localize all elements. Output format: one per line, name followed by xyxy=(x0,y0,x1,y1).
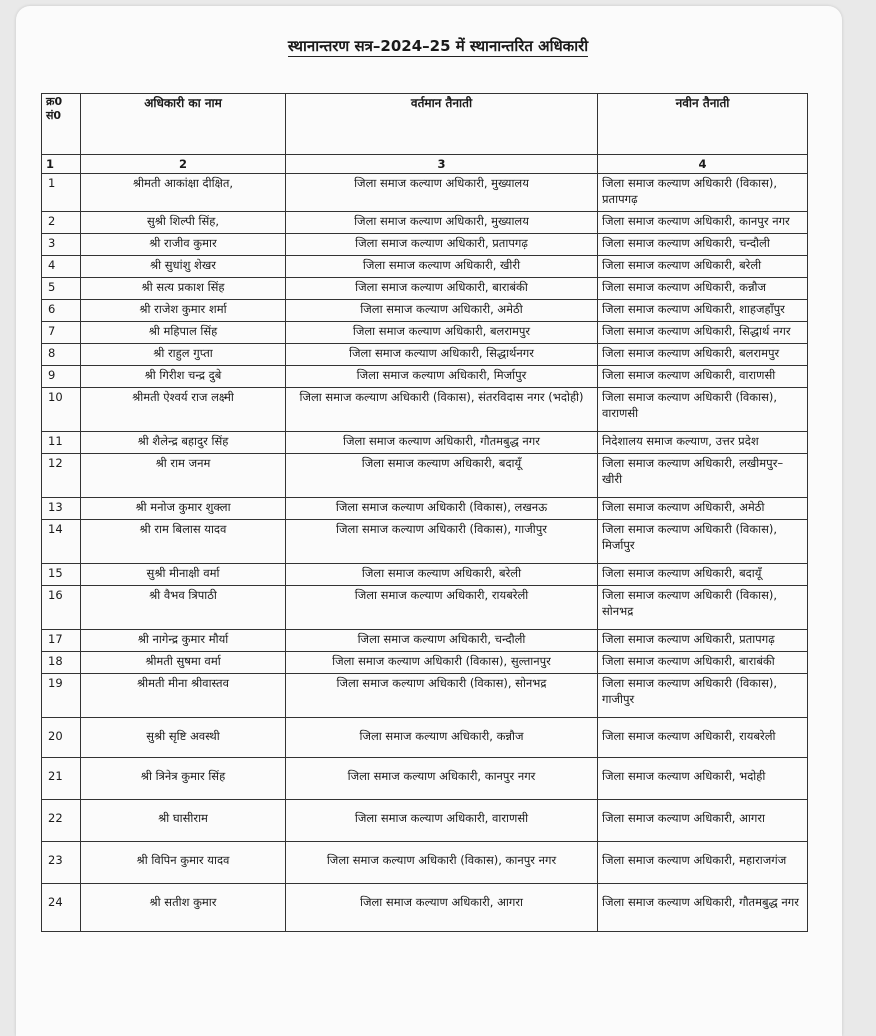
new-posting: जिला समाज कल्याण अधिकारी, भदोही xyxy=(598,758,808,800)
current-posting: जिला समाज कल्याण अधिकारी, मुख्यालय xyxy=(286,174,598,212)
row-sno: 8 xyxy=(42,344,81,366)
new-posting: जिला समाज कल्याण अधिकारी, कन्नौज xyxy=(598,278,808,300)
table-row xyxy=(42,586,808,630)
table-row xyxy=(42,432,808,454)
new-posting: जिला समाज कल्याण अधिकारी, चन्दौली xyxy=(598,234,808,256)
row-sno: 16 xyxy=(42,586,81,630)
row-sno: 1 xyxy=(42,174,81,212)
officer-name: सुश्री मीनाक्षी वर्मा xyxy=(81,564,286,586)
table-row xyxy=(42,884,808,932)
current-posting: जिला समाज कल्याण अधिकारी, बदायूँ xyxy=(286,454,598,498)
officer-name: श्री विपिन कुमार यादव xyxy=(81,842,286,884)
row-sno: 17 xyxy=(42,630,81,652)
row-sno: 11 xyxy=(42,432,81,454)
current-posting: जिला समाज कल्याण अधिकारी, कन्नौज xyxy=(286,718,598,758)
current-posting: जिला समाज कल्याण अधिकारी (विकास), संतरविदास नगर (भदोही) xyxy=(286,388,598,432)
officer-name: श्री राहुल गुप्ता xyxy=(81,344,286,366)
column-number: 3 xyxy=(286,155,598,174)
new-posting: जिला समाज कल्याण अधिकारी, प्रतापगढ़ xyxy=(598,630,808,652)
new-posting: जिला समाज कल्याण अधिकारी, अमेठी xyxy=(598,498,808,520)
header-new-posting: नवीन तैनाती xyxy=(598,94,808,155)
row-sno: 22 xyxy=(42,800,81,842)
row-sno: 23 xyxy=(42,842,81,884)
new-posting: जिला समाज कल्याण अधिकारी, सिद्धार्थ नगर xyxy=(598,322,808,344)
current-posting: जिला समाज कल्याण अधिकारी, प्रतापगढ़ xyxy=(286,234,598,256)
new-posting: जिला समाज कल्याण अधिकारी, गौतमबुद्ध नगर xyxy=(598,884,808,932)
table-row xyxy=(42,300,808,322)
row-sno: 9 xyxy=(42,366,81,388)
header-sno: क्र0 सं0 xyxy=(42,94,81,155)
new-posting: जिला समाज कल्याण अधिकारी (विकास), सोनभद्र xyxy=(598,586,808,630)
officer-name: सुश्री सृष्टि अवस्थी xyxy=(81,718,286,758)
row-sno: 24 xyxy=(42,884,81,932)
new-posting: जिला समाज कल्याण अधिकारी, आगरा xyxy=(598,800,808,842)
new-posting: जिला समाज कल्याण अधिकारी, शाहजहाँपुर xyxy=(598,300,808,322)
current-posting: जिला समाज कल्याण अधिकारी, चन्दौली xyxy=(286,630,598,652)
new-posting: जिला समाज कल्याण अधिकारी (विकास), गाजीपुर xyxy=(598,674,808,718)
new-posting: जिला समाज कल्याण अधिकारी, बदायूँ xyxy=(598,564,808,586)
officer-name: श्री राजेश कुमार शर्मा xyxy=(81,300,286,322)
new-posting: जिला समाज कल्याण अधिकारी (विकास), वाराणसी xyxy=(598,388,808,432)
new-posting: जिला समाज कल्याण अधिकारी, महाराजगंज xyxy=(598,842,808,884)
row-sno: 19 xyxy=(42,674,81,718)
current-posting: जिला समाज कल्याण अधिकारी, गौतमबुद्ध नगर xyxy=(286,432,598,454)
row-sno: 3 xyxy=(42,234,81,256)
officer-name: श्री नागेन्द्र कुमार मौर्या xyxy=(81,630,286,652)
table-row xyxy=(42,520,808,564)
table-row xyxy=(42,174,808,212)
table-row xyxy=(42,366,808,388)
current-posting: जिला समाज कल्याण अधिकारी, मिर्जापुर xyxy=(286,366,598,388)
officer-name: श्रीमती ऐश्वर्य राज लक्ष्मी xyxy=(81,388,286,432)
new-posting: जिला समाज कल्याण अधिकारी, बरेली xyxy=(598,256,808,278)
header-current-posting: वर्तमान तैनाती xyxy=(286,94,598,155)
column-number: 1 xyxy=(42,155,81,174)
row-sno: 2 xyxy=(42,212,81,234)
current-posting: जिला समाज कल्याण अधिकारी, सिद्धार्थनगर xyxy=(286,344,598,366)
row-sno: 14 xyxy=(42,520,81,564)
row-sno: 18 xyxy=(42,652,81,674)
officer-name: श्री राजीव कुमार xyxy=(81,234,286,256)
table-row xyxy=(42,800,808,842)
row-sno: 13 xyxy=(42,498,81,520)
officer-name: श्री त्रिनेत्र कुमार सिंह xyxy=(81,758,286,800)
officer-name: श्री राम जनम xyxy=(81,454,286,498)
officer-name: श्री मनोज कुमार शुक्ला xyxy=(81,498,286,520)
current-posting: जिला समाज कल्याण अधिकारी, बाराबंकी xyxy=(286,278,598,300)
transfer-table xyxy=(41,93,808,932)
row-sno: 7 xyxy=(42,322,81,344)
officer-name: श्री वैभव त्रिपाठी xyxy=(81,586,286,630)
officer-name: श्री घासीराम xyxy=(81,800,286,842)
officer-name: सुश्री शिल्पी सिंह, xyxy=(81,212,286,234)
officer-name: श्री शैलेन्द्र बहादुर सिंह xyxy=(81,432,286,454)
current-posting: जिला समाज कल्याण अधिकारी, कानपुर नगर xyxy=(286,758,598,800)
current-posting: जिला समाज कल्याण अधिकारी, आगरा xyxy=(286,884,598,932)
officer-name: श्री सत्य प्रकाश सिंह xyxy=(81,278,286,300)
current-posting: जिला समाज कल्याण अधिकारी (विकास), सोनभद्र xyxy=(286,674,598,718)
officer-name: श्री गिरीश चन्द्र दुबे xyxy=(81,366,286,388)
row-sno: 21 xyxy=(42,758,81,800)
column-number: 4 xyxy=(598,155,808,174)
row-sno: 15 xyxy=(42,564,81,586)
table-row xyxy=(42,278,808,300)
table-row xyxy=(42,344,808,366)
current-posting: जिला समाज कल्याण अधिकारी (विकास), सुल्तानपुर xyxy=(286,652,598,674)
current-posting: जिला समाज कल्याण अधिकारी (विकास), लखनऊ xyxy=(286,498,598,520)
table-row xyxy=(42,212,808,234)
current-posting: जिला समाज कल्याण अधिकारी, रायबरेली xyxy=(286,586,598,630)
row-sno: 20 xyxy=(42,718,81,758)
table-row xyxy=(42,564,808,586)
current-posting: जिला समाज कल्याण अधिकारी, वाराणसी xyxy=(286,800,598,842)
header-name: अधिकारी का नाम xyxy=(81,94,286,155)
officer-name: श्री सतीश कुमार xyxy=(81,884,286,932)
new-posting: जिला समाज कल्याण अधिकारी (विकास), प्रतापगढ़ xyxy=(598,174,808,212)
column-number-row xyxy=(42,155,808,174)
current-posting: जिला समाज कल्याण अधिकारी, अमेठी xyxy=(286,300,598,322)
new-posting: जिला समाज कल्याण अधिकारी, कानपुर नगर xyxy=(598,212,808,234)
row-sno: 10 xyxy=(42,388,81,432)
officer-name: श्रीमती मीना श्रीवास्तव xyxy=(81,674,286,718)
current-posting: जिला समाज कल्याण अधिकारी (विकास), कानपुर नगर xyxy=(286,842,598,884)
current-posting: जिला समाज कल्याण अधिकारी, मुख्यालय xyxy=(286,212,598,234)
table-header-row xyxy=(42,94,808,155)
document-title: स्थानान्तरण सत्र–2024–25 में स्थानान्तरित अधिकारी xyxy=(287,37,589,55)
table-row xyxy=(42,718,808,758)
table-row xyxy=(42,630,808,652)
table-row xyxy=(42,652,808,674)
table-row xyxy=(42,842,808,884)
table-row xyxy=(42,498,808,520)
new-posting: जिला समाज कल्याण अधिकारी (विकास), मिर्जापुर xyxy=(598,520,808,564)
row-sno: 12 xyxy=(42,454,81,498)
current-posting: जिला समाज कल्याण अधिकारी, खीरी xyxy=(286,256,598,278)
table-row xyxy=(42,256,808,278)
officer-name: श्री सुधांशु शेखर xyxy=(81,256,286,278)
table-row xyxy=(42,322,808,344)
new-posting: निदेशालय समाज कल्याण, उत्तर प्रदेश xyxy=(598,432,808,454)
current-posting: जिला समाज कल्याण अधिकारी (विकास), गाजीपुर xyxy=(286,520,598,564)
current-posting: जिला समाज कल्याण अधिकारी, बरेली xyxy=(286,564,598,586)
officer-name: श्री राम बिलास यादव xyxy=(81,520,286,564)
table-row xyxy=(42,454,808,498)
column-number: 2 xyxy=(81,155,286,174)
new-posting: जिला समाज कल्याण अधिकारी, बाराबंकी xyxy=(598,652,808,674)
table-row xyxy=(42,674,808,718)
table-row xyxy=(42,234,808,256)
new-posting: जिला समाज कल्याण अधिकारी, बलरामपुर xyxy=(598,344,808,366)
new-posting: जिला समाज कल्याण अधिकारी, वाराणसी xyxy=(598,366,808,388)
row-sno: 6 xyxy=(42,300,81,322)
new-posting: जिला समाज कल्याण अधिकारी, रायबरेली xyxy=(598,718,808,758)
officer-name: श्री महिपाल सिंह xyxy=(81,322,286,344)
current-posting: जिला समाज कल्याण अधिकारी, बलरामपुर xyxy=(286,322,598,344)
row-sno: 4 xyxy=(42,256,81,278)
table-row xyxy=(42,758,808,800)
row-sno: 5 xyxy=(42,278,81,300)
officer-name: श्रीमती आकांक्षा दीक्षित, xyxy=(81,174,286,212)
officer-name: श्रीमती सुषमा वर्मा xyxy=(81,652,286,674)
table-row xyxy=(42,388,808,432)
new-posting: जिला समाज कल्याण अधिकारी, लखीमपुर–खीरी xyxy=(598,454,808,498)
